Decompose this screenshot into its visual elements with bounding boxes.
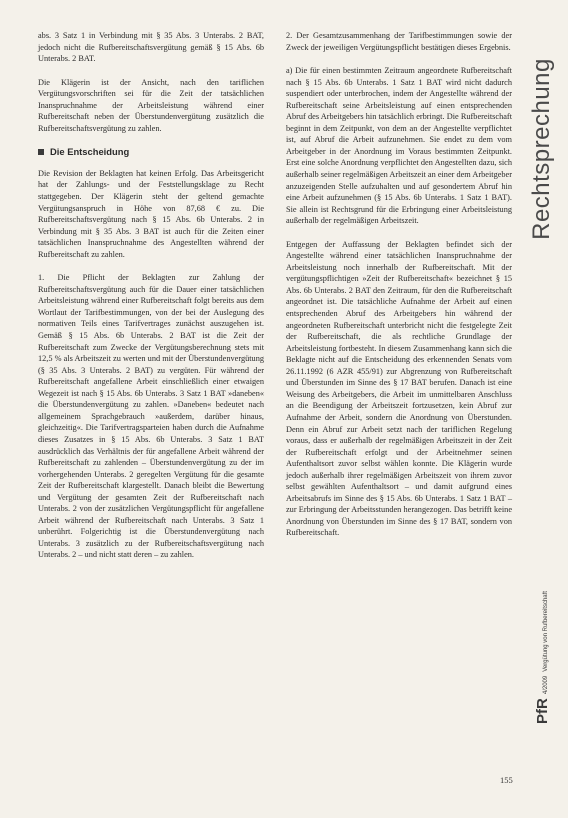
journal-footer-tag [528, 562, 556, 752]
paragraph-point-1: 1. Die Pflicht der Beklagten zur Zahlung der Rufbereitschaftsvergütung auch für die Dauer einer tatsächlichen Arbeitsleistung während einer Rufbereitschaft folgt bereits aus dem Wortlaut der Tarifbestimmungen, von der bei der Auslegung des normativen Teils eines Tarifvertrages zunächst auszugehen ist. Gemäß § 15 Abs. 6b Unterabs. 2 BAT ist die Zeit der Rufbereitschaft zum Zwecke der Vergütungsberechnung stets mit 12,5 % als Arbeitszeit zu werten und mit der Überstundenvergütung (§ 35 Abs. 3 Unterabs. 2 BAT) zu vergüten. Für während der Rufbereitschaft angefallene Arbeit einschließlich einer etwaigen Wegezeit ist nach § 15 Abs. 6b Unterabs. 3 Satz 1 BAT »daneben« die Überstundenvergütung zu zahlen. »Daneben« bedeutet nach allgemeinem Sprachgebrauch »außerdem, darüber hinaus, gleichzeitig«. Die Tarifvertragsparteien haben durch die Aufnahme dieses Zusatzes in § 15 Abs. 6b Unterabs. 3 Satz 1 BAT ausdrücklich das Verhältnis der für angefallene Arbeit während der Rufbereitschaft zu zahlenden – Überstundenvergütung zu der im vorhergehenden Unterabs. 2 geregelten Vergütung für die gesamte Zeit der Rufbereitschaft klargestellt. Danach bleibt die Bewertung und Vergütung der gesamten Zeit der Rufbereitschaft nach Unterabs. 2 von der zusätzlichen Vergütungspflicht für angefallene Arbeit während der Rufbereitschaft nach Unterabs. 3 Satz 1 unberührt. Folgerichtig ist die Überstundenvergütung nach Unterabs. 3 zusätzlich zu der Rufbereitschaftsvergütung nach Unterabs. 2 – und nicht statt deren – zu zahlen. [38, 273, 264, 560]
section-heading [38, 146, 264, 158]
right-column [286, 30, 512, 551]
side-title-text: Rechtsprechung [528, 58, 555, 240]
square-bullet-icon [38, 149, 44, 155]
left-column [38, 30, 264, 573]
paragraph-decision: Die Revision der Beklagten hat keinen Erfolg. Das Arbeitsgericht hat der Zahlungs- und der Feststellungsklage zu Recht stattgegeben. Der Klägerin steht der geltend gemachte Vergütungsanspruch in Höhe von 87,68 € zu. Die Rufbereitschaftsvergütung nach § 15 Abs. 6b Unterabs. 2 in Verbindung mit § 35 Abs. 3 BAT ist auch für die Zeiten einer tatsächlichen Inanspruchnahme des Angestellten während der Rufbereitschaft zu zahlen. [38, 168, 264, 259]
section-side-title [522, 44, 562, 254]
paragraph-continuation: Entgegen der Auffassung der Beklagten befindet sich der Angestellte während einer tatsächlichen Inanspruchnahme der Arbeitsleistung noch innerhalb der Rufbereitschaft. Mit der vergütungspflichtigen »Zeit der Rufbereitschaft« bezeichnet § 15 Abs. 6b Unterabs. 2 BAT den Zeitraum, für den die Rufbereitschaft angeordnet ist. Die tatsächliche Aufnahme der Arbeit auf einen entsprechenden Abruf des Arbeitgebers hin während der angeordneten Rufbereitschaft unterbricht nicht die festgelegte Zeit der Rufbereitschaft, die als rechtliche Grundlage der Arbeitsleistung fortbesteht. In diesem Zusammenhang kann sich die Beklagte nicht auf die Entscheidung des erkennenden Senats vom 26.11.1992 (6 AZR 455/91) zur Abgrenzung von Rufbereitschaft und Überstunden im Sinne des § 17 BAT berufen. Danach ist eine Weisung des Arbeitgebers, die Arbeit im unmittelbaren Anschluss an die Beendigung der Arbeitszeit fortzusetzen, kein Abruf zur Aufnahme der Arbeit, sondern die Anordnung von Überstunden. Denn ein Abruf zur Arbeit setzt nach der tariflichen Regelung voraus, dass er außerhalb der regelmäßigen Arbeitszeit in der Zeit der Rufbereitschaft erfolgt und der Arbeitnehmer seinen Aufenthaltsort zuvor selbst wählen konnte. Die Klägerin wurde jedoch außerhalb ihrer regelmäßigen Arbeitszeit von ihrem zuvor selbst gewählten Aufenthaltsort – und damit aufgrund eines Arbeitsabrufs im Sinne des § 15 Abs. 6b Unterabs. 1 Satz 1 BAT – zur Erbringung der Arbeitsstunden herangezogen. Das betrifft keine Anordnung von Überstunden im Sinne des § 17 BAT, sondern von Rufbereitschaft. [286, 239, 512, 538]
article-topic: Vergütung von Rufbereitschaft [542, 590, 549, 672]
journal-logo: PfR [533, 697, 551, 724]
issue-label: 4/2009 [542, 675, 549, 694]
paragraph-claimant-view: Die Klägerin ist der Ansicht, nach den tariflichen Vergütungsvorschriften sei für die Zeit der tatsächlichen Inanspruchnahme der Arbeitsleistung während einer Rufbereitschaft neben der Überstundenvergütung zusätzlich die Rufbereitschaftsvergütung zu zahlen. [38, 77, 264, 133]
page-number: 155 [500, 775, 513, 785]
paragraph-point-a: a) Die für einen bestimmten Zeitraum angeordnete Rufbereitschaft nach § 15 Abs. 6b Unterabs. 1 Satz 1 BAT wird nicht dadurch suspendiert oder unterbrochen, indem der Angestellte während der Rufbereitschaft seine Arbeitsleistung auf einen entsprechenden Abruf des Arbeitgebers hin tatsächlich erbringt. Die Rufbereitschaft beginnt in dem Zeitpunkt, von dem an der Angestellte verpflichtet ist, auf Abruf die Arbeit aufzunehmen. Sie endet zu dem vom Arbeitgeber in der Anordnung im Voraus bestimmten Zeitpunkt. Erst eine solche Anordnung verpflichtet den Angestellten dazu, sich außerhalb seiner regelmäßigen Arbeitszeit an einer dem Arbeitgeber anzuzeigenden Stelle aufzuhalten und auf gesondertem Abruf hin eine Arbeit aufzunehmen (§ 15 Abs. 6b Unterabs. 1 Satz 1 BAT). Sie allein ist Rechtsgrund für die Erbringung einer Arbeitsleistung außerhalb der regelmäßigen Arbeitszeit. [286, 66, 512, 226]
paragraph-intro: abs. 3 Satz 1 in Verbindung mit § 35 Abs. 3 Unterabs. 2 BAT, jedoch nicht die Rufbereitschaftsvergütung gemäß § 15 Abs. 6b Unterabs. 2 BAT. [38, 31, 264, 64]
section-heading-text: Die Entscheidung [50, 146, 130, 158]
paragraph-point-2: 2. Der Gesamtzusammenhang der Tarifbestimmungen sowie der Zweck der jeweiligen Vergütungspflicht bestätigen dieses Ergebnis. [286, 31, 512, 52]
